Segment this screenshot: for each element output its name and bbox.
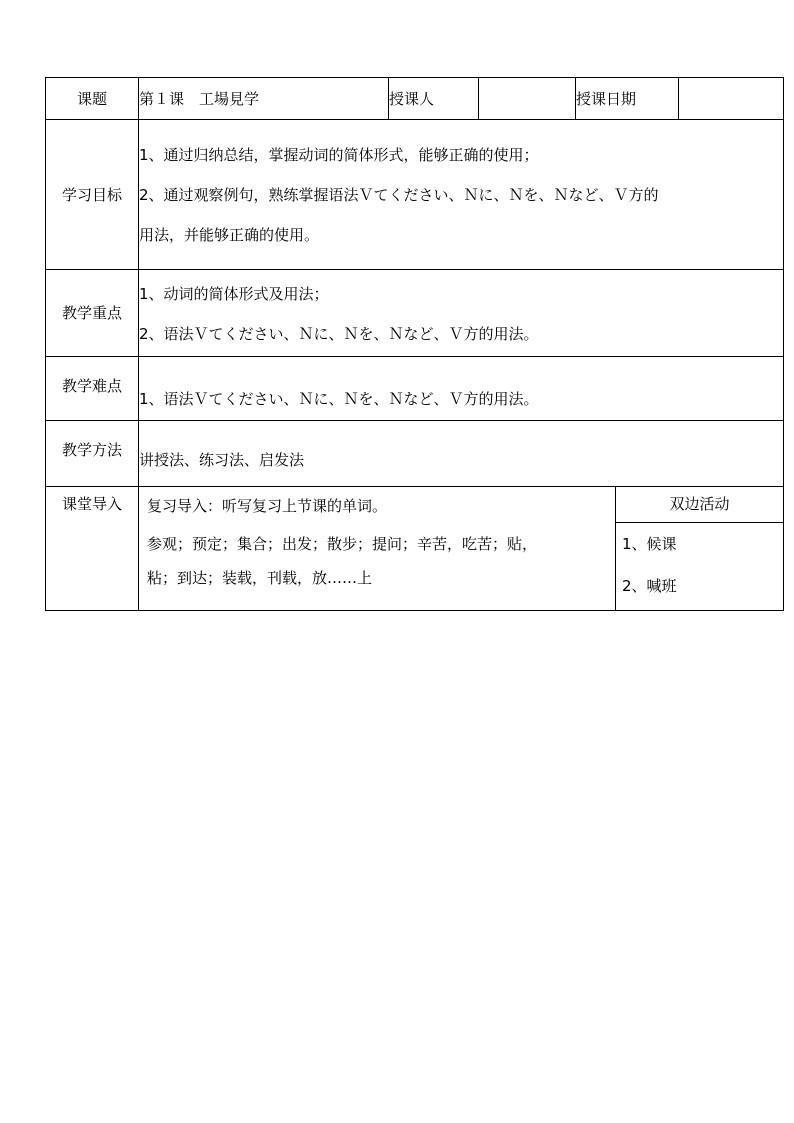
key-points-content [139,270,784,357]
objective-line: 用法，并能够正确的使用。 [139,225,320,244]
date-value [679,78,784,120]
key-points-row [46,270,784,357]
activity-item: 2、喊班 [622,577,677,595]
intro-row [46,487,784,611]
intro-line: 复习导入：听写复习上节课的单词。 [147,497,388,515]
methods-content [139,421,784,487]
difficulties-label: 教学难点 [46,357,139,421]
intro-line: 参观；预定；集合；出发；散步；提问；辛苦，吃苦；贴， [147,535,538,553]
header-row [46,78,784,120]
difficulty-line: 1、语法Ｖてください、Ｎに、Ｎを、Ｎなど、Ｖ方的用法。 [139,389,539,408]
objectives-row [46,120,784,270]
intro-content [139,487,784,611]
topic-value: 第１课 工場見学 [139,78,389,120]
methods-label: 教学方法 [46,421,139,487]
date-label: 授课日期 [576,78,679,120]
objectives-content [139,120,784,270]
topic-label: 课题 [46,78,139,120]
activity-header: 双边活动 [616,487,783,523]
difficulties-row [46,357,784,421]
intro-label: 课堂导入 [46,487,139,611]
methods-text: 讲授法、练习法、启发法 [139,451,305,469]
key-point-line: 2、语法Ｖてください、Ｎに、Ｎを、Ｎなど、Ｖ方的用法。 [139,325,539,343]
methods-row [46,421,784,487]
activity-column [616,487,783,610]
objective-line: 2、通过观察例句，熟练掌握语法Ｖてください、Ｎに、Ｎを、Ｎなど、Ｖ方的 [139,185,659,204]
objectives-label: 学习目标 [46,120,139,270]
teacher-value [479,78,576,120]
intro-main [139,487,616,610]
intro-wrap [139,487,783,610]
activity-item: 1、候课 [622,535,677,553]
difficulties-content [139,357,784,421]
key-point-line: 1、动词的简体形式及用法； [139,285,329,303]
objective-line: 1、通过归纳总结，掌握动词的简体形式，能够正确的使用； [139,145,539,164]
key-points-label: 教学重点 [46,270,139,357]
teacher-label: 授课人 [389,78,479,120]
lesson-plan-table [45,77,784,611]
intro-line: 粘；到达；装载，刊载，放……上 [147,569,373,587]
